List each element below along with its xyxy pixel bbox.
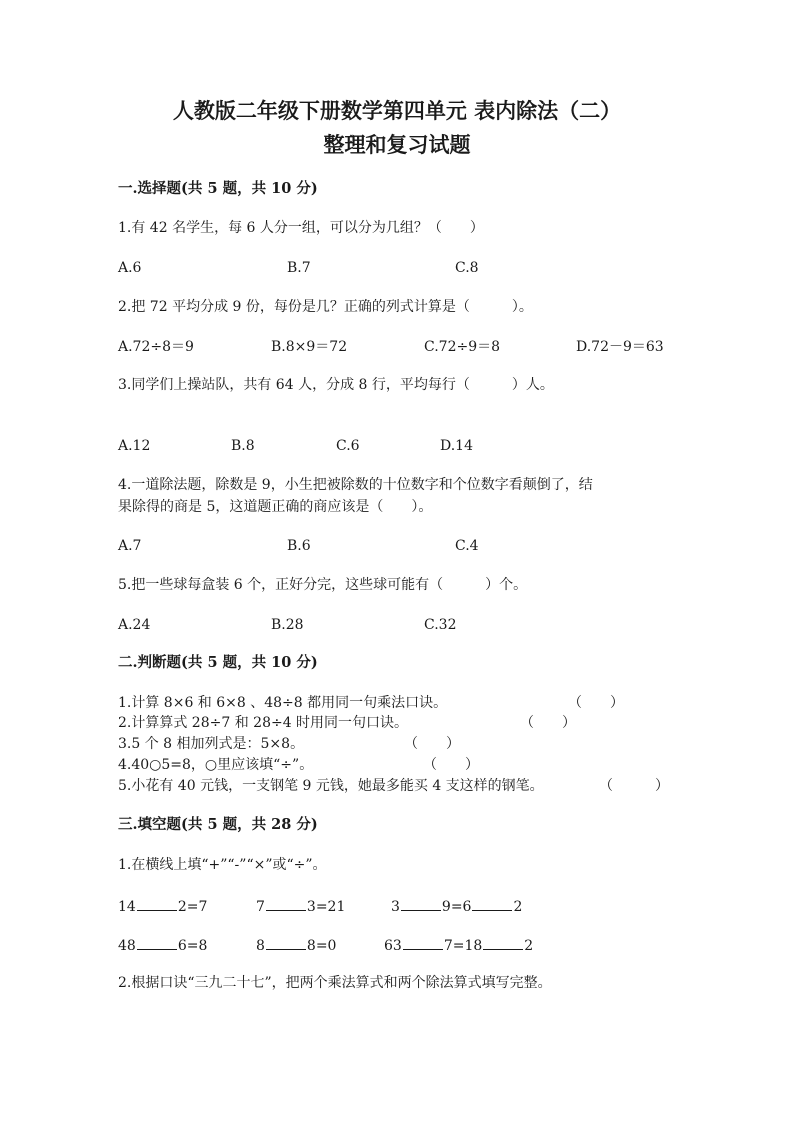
option-a: A.6 — [118, 260, 142, 276]
answer-parentheses: （ ） — [423, 757, 479, 773]
blank-field[interactable] — [403, 935, 443, 950]
judgment-item: 1.计算 8×6 和 6×8 、48÷8 都用同一句乘法口诀。 — [118, 695, 448, 711]
question-stem: 3.同学们上操站队，共有 64 人，分成 8 行，平均每行（ ）人。 — [118, 377, 554, 393]
section-heading-judgment: 二.判断题(共 5 题，共 10 分) — [118, 654, 318, 671]
section-heading-fill: 三.填空题(共 5 题，共 28 分) — [118, 816, 318, 833]
question-stem-continued: 果除得的商是 5，这道题正确的商应该是（ ）。 — [118, 499, 433, 515]
option-c: C.8 — [455, 260, 479, 276]
blank-field[interactable] — [483, 935, 523, 950]
fill-expression: 48 6=8 — [118, 935, 207, 955]
judgment-item: 4.40○5=8，○里应该填“÷”。 — [118, 757, 314, 773]
option-b: B.8×9＝72 — [271, 339, 348, 355]
fill-expression: 63 7=18 2 — [384, 935, 533, 955]
question-stem: 1.在横线上填“+”“-”“×”或“÷”。 — [118, 857, 327, 873]
judgment-item: 3.5 个 8 相加列式是：5×8。 — [118, 736, 305, 752]
option-a: A.24 — [118, 617, 151, 633]
option-a: A.7 — [118, 538, 142, 554]
option-b: B.28 — [271, 617, 304, 633]
judgment-item: 5.小花有 40 元钱，一支钢笔 9 元钱，她最多能买 4 支这样的钢笔。 — [118, 778, 544, 794]
option-c: C.6 — [336, 438, 360, 454]
answer-parentheses: （ ） — [520, 715, 576, 731]
option-b: B.7 — [287, 260, 311, 276]
option-d: D.14 — [440, 438, 473, 454]
option-b: B.8 — [231, 438, 255, 454]
blank-field[interactable] — [472, 896, 512, 911]
option-c: C.32 — [424, 617, 457, 633]
question-stem: 2.根据口诀“三九二十七”，把两个乘法算式和两个除法算式填写完整。 — [118, 975, 552, 991]
page-title: 人教版二年级下册数学第四单元 表内除法（二） — [172, 98, 622, 123]
fill-expression: 8 8=0 — [256, 935, 336, 955]
blank-field[interactable] — [266, 896, 306, 911]
question-stem: 1.有 42 名学生，每 6 人分一组，可以分为几组？（ ） — [118, 220, 484, 236]
question-stem: 2.把 72 平均分成 9 份，每份是几？正确的列式计算是（ ）。 — [118, 299, 533, 315]
blank-field[interactable] — [137, 935, 177, 950]
fill-expression: 7 3=21 — [256, 896, 345, 916]
option-b: B.6 — [287, 538, 311, 554]
question-stem: 5.把一些球每盒装 6 个，正好分完，这些球可能有（ ）个。 — [118, 577, 528, 593]
blank-field[interactable] — [401, 896, 441, 911]
judgment-item: 2.计算算式 28÷7 和 28÷4 时用同一句口诀。 — [118, 715, 409, 731]
page-subtitle: 整理和复习试题 — [323, 132, 471, 157]
question-stem: 4.一道除法题，除数是 9，小生把被除数的十位数字和个位数字看颠倒了，结 — [118, 477, 593, 493]
answer-parentheses: （ ） — [568, 695, 624, 711]
option-c: C.4 — [455, 538, 479, 554]
option-a: A.12 — [118, 438, 151, 454]
answer-parentheses: （ ） — [404, 736, 460, 752]
fill-expression: 3 9=6 2 — [391, 896, 522, 916]
option-a: A.72÷8＝9 — [118, 339, 194, 355]
option-d: D.72－9＝63 — [576, 339, 664, 355]
answer-parentheses: （ ） — [599, 778, 669, 794]
blank-field[interactable] — [137, 896, 177, 911]
section-heading-choice: 一.选择题(共 5 题，共 10 分) — [118, 180, 318, 197]
option-c: C.72÷9＝8 — [424, 339, 501, 355]
blank-field[interactable] — [266, 935, 306, 950]
fill-expression: 14 2=7 — [118, 896, 207, 916]
